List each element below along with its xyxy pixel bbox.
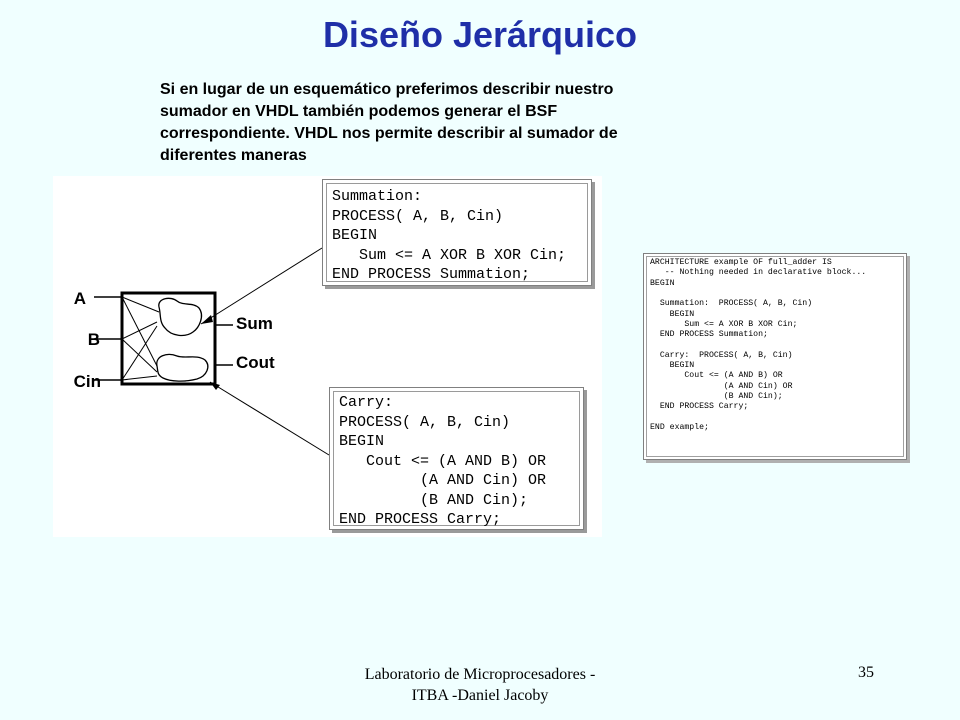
intro-line: diferentes maneras: [160, 147, 307, 164]
intro-line: correspondiente. VHDL nos permite describir al sumador de: [160, 125, 618, 142]
input-label-a: A: [73, 289, 86, 308]
code-line: Cout <= (A AND B) OR: [339, 452, 547, 470]
footer-line: Laboratorio de Microprocesadores -: [364, 666, 596, 683]
code-line: (A AND Cin) OR: [650, 381, 793, 391]
full-adder-figure: [53, 176, 602, 537]
code-line: END PROCESS Summation;: [332, 266, 531, 283]
code-line: BEGIN: [339, 433, 385, 450]
code-line: Sum <= A XOR B XOR Cin;: [650, 319, 798, 329]
code-line: (A AND Cin) OR: [339, 472, 547, 489]
code-line: PROCESS( A, B, Cin): [332, 207, 504, 225]
carry-callout-line: [210, 382, 329, 455]
code-line: END PROCESS Summation;: [650, 330, 768, 340]
input-label-cin: Cin: [73, 372, 101, 391]
code-line: -- Nothing needed in declarative block...: [650, 268, 867, 278]
code-line: BEGIN: [650, 309, 695, 319]
output-label-cout: Cout: [236, 353, 275, 372]
summation-code-box: [322, 179, 592, 286]
page-number: 35: [858, 664, 874, 681]
footer-credit: [300, 664, 660, 706]
carry-blob: [157, 354, 208, 381]
code-line: END example;: [650, 422, 709, 432]
code-line: Carry:: [339, 394, 394, 411]
code-line: BEGIN: [650, 361, 695, 370]
code-line: PROCESS( A, B, Cin): [339, 413, 511, 431]
code-line: (B AND Cin);: [339, 491, 529, 509]
code-line: Sum <= A XOR B XOR Cin;: [332, 246, 567, 264]
code-line: ARCHITECTURE example OF full_adder IS: [650, 258, 832, 267]
code-line: Summation:: [332, 188, 423, 205]
intro-paragraph: [160, 79, 720, 167]
code-line: Summation: PROCESS( A, B, Cin): [650, 299, 813, 309]
code-line: Carry: PROCESS( A, B, Cin): [650, 350, 793, 360]
code-line: Cout <= (A AND B) OR: [650, 371, 783, 381]
summation-callout-line: [201, 248, 322, 324]
carry-code-box: [329, 387, 584, 530]
input-label-b: B: [87, 330, 100, 349]
slide-title: Diseño Jerárquico: [322, 14, 638, 55]
footer-line: ITBA -Daniel Jacoby: [411, 687, 549, 704]
code-line: BEGIN: [650, 278, 675, 288]
code-line: END PROCESS Carry;: [650, 402, 749, 412]
intro-line: sumador en VHDL también podemos generar el BSF: [160, 103, 558, 120]
code-line: (B AND Cin);: [650, 391, 783, 401]
code-line: END PROCESS Carry;: [339, 511, 502, 528]
architecture-code-box: [643, 253, 907, 460]
intro-line: Si en lugar de un esquemático preferimos describir nuestro: [160, 81, 614, 98]
code-line: BEGIN: [332, 227, 378, 244]
output-label-sum: Sum: [236, 314, 273, 333]
